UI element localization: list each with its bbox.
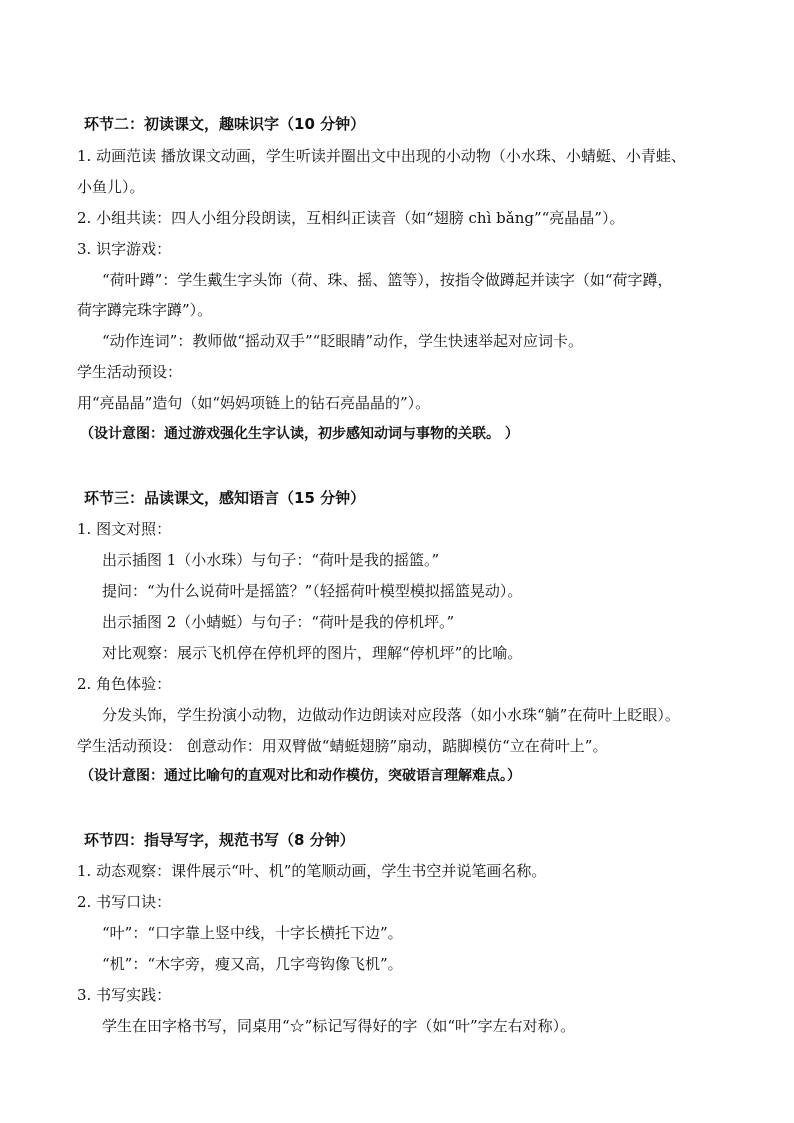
section2-heading: 环节二：初读课文，趣味识字（10 分钟） — [84, 115, 366, 133]
section2-item-1-cont: 小鱼儿）。 — [77, 178, 145, 196]
section4-item-2b: “机”：“木字旁，瘦又高，几字弯钩像飞机”。 — [102, 955, 403, 973]
section3-item-1b: 提问：“为什么说荷叶是摇篮？”（轻摇荷叶模型模拟摇篮晃动）。 — [102, 582, 523, 600]
section3-item-1c: 出示插图 2（小蜻蜓）与句子：“荷叶是我的停机坪。” — [102, 613, 455, 631]
section3-item-1a: 出示插图 1（小水珠）与句子：“荷叶是我的摇篮。” — [102, 551, 440, 569]
section2-design-note: （设计意图：通过游戏强化生字认读，初步感知动词与事物的关联。 ） — [80, 426, 519, 442]
section3-heading: 环节三：品读课文，感知语言（15 分钟） — [84, 489, 366, 507]
section4-item-3: 3. 书写实践： — [77, 986, 172, 1004]
section2-item-2: 2. 小组共读：四人小组分段朗读，互相纠正读音（如“翅膀 chì bǎng”“亮晶晶”）。 — [77, 209, 625, 227]
section2-activity-label: 学生活动预设： — [77, 363, 183, 381]
section3-item-2: 2. 角色体验： — [77, 675, 172, 693]
section2-item-3: 3. 识字游戏： — [77, 240, 172, 258]
section3-activity: 学生活动预设： 创意动作：用双臂做“蜻蜓翅膀”扇动，踮脚模仿“立在荷叶上”。 — [77, 737, 608, 755]
section3-item-2a: 分发头饰，学生扮演小动物，边做动作边朗读对应段落（如小水珠“躺”在荷叶上眨眼）。 — [102, 706, 680, 724]
section2-item-1: 1. 动画范读 播放课文动画，学生听读并圈出文中出现的小动物（小水珠、小蜻蜓、小青蛙、 — [77, 147, 686, 165]
section2-game-2: “动作连词”：教师做“摇动双手”“眨眼睛”动作，学生快速举起对应词卡。 — [102, 332, 584, 350]
section2-activity: 用“亮晶晶”造句（如“妈妈项链上的钻石亮晶晶的”）。 — [77, 394, 431, 412]
section2-game-1: “荷叶蹲”：学生戴生字头饰（荷、珠、摇、篮等），按指令做蹲起并读字（如“荷字蹲， — [102, 271, 673, 289]
section3-item-1d: 对比观察：展示飞机停在停机坪的图片，理解“停机坪”的比喻。 — [102, 644, 523, 662]
section4-item-1: 1. 动态观察：课件展示“叶、机”的笔顺动画，学生书空并说笔画名称。 — [77, 862, 547, 880]
section4-item-2a: “叶”：“口字靠上竖中线，十字长横托下边”。 — [102, 924, 403, 942]
section4-item-2: 2. 书写口诀： — [77, 893, 172, 911]
section3-item-1: 1. 图文对照： — [77, 520, 172, 538]
section4-heading: 环节四：指导写字，规范书写（8 分钟） — [84, 831, 355, 849]
section2-game-1-cont: 荷字蹲完珠字蹲”）。 — [77, 301, 213, 319]
section3-design-note: （设计意图：通过比喻句的直观对比和动作模仿，突破语言理解难点。） — [80, 768, 521, 784]
section4-item-3a: 学生在田字格书写，同桌用“☆”标记写得好的字（如“叶”字左右对称）。 — [102, 1017, 576, 1035]
